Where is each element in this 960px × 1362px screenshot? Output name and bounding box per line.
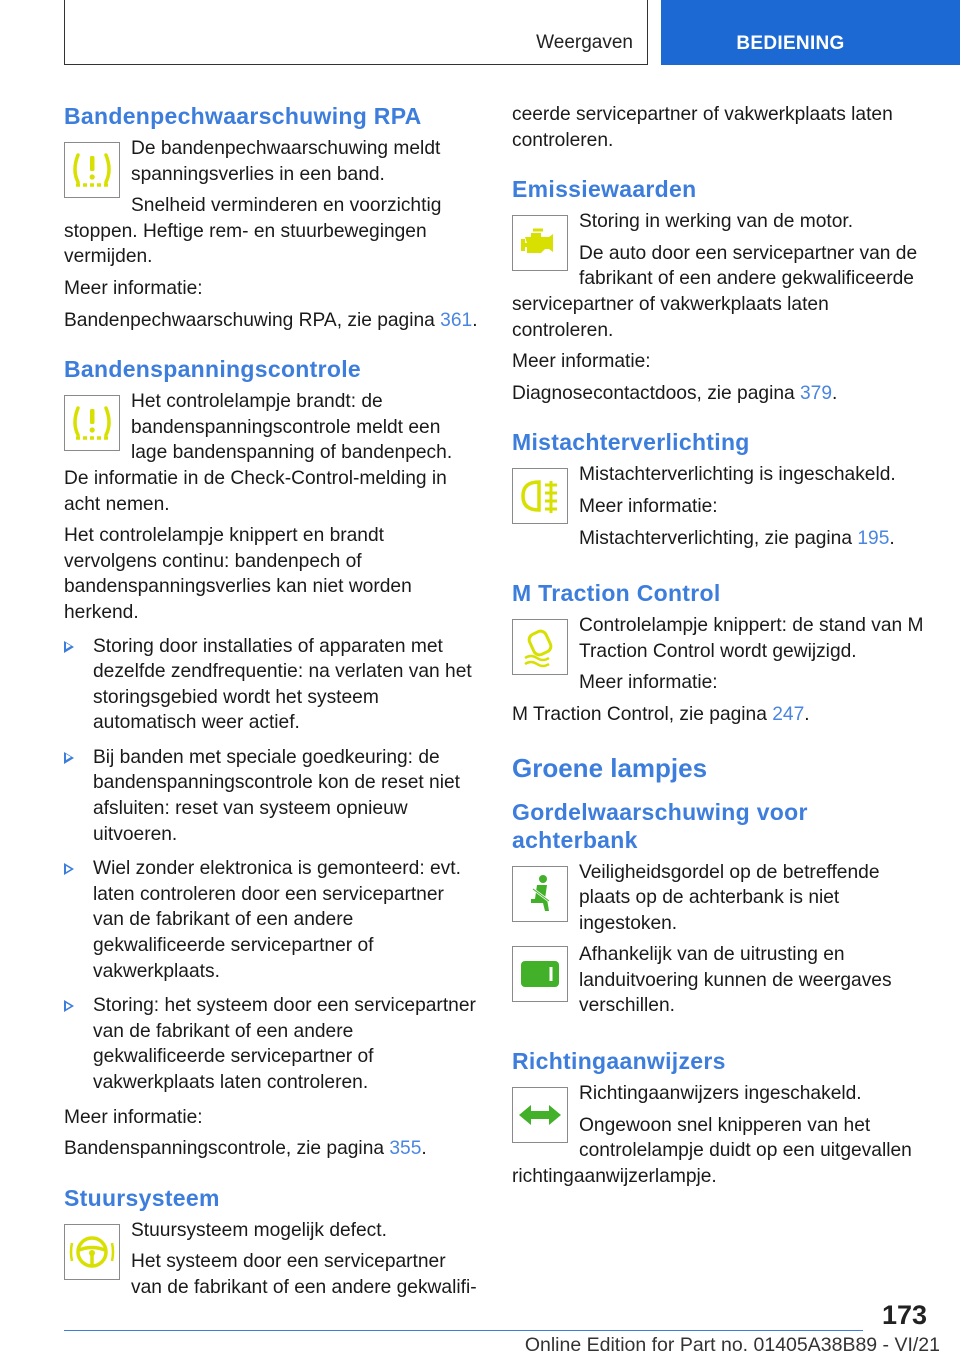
traction-control-icon: [512, 619, 568, 675]
tire-pressure-warning-icon: [64, 142, 120, 198]
footer-edition: Online Edition for Part no. 01405A38B89 - VI/21: [524, 1334, 940, 1356]
section-emissions: [512, 209, 928, 349]
rpa-text-2: Snelheid verminderen en voorzichtig stoppen. Heftige rem- en stuurbewegingen vermijden.: [64, 195, 442, 268]
tpc-more-label: Meer informatie:: [64, 1106, 203, 1128]
traction-more-label: Meer informatie:: [579, 672, 718, 694]
rpa-page-link[interactable]: 361: [440, 309, 473, 331]
seatbelt-text-2: Afhankelijk van de uitrusting en landuitvoering kunnen de weergaves verschillen.: [579, 944, 892, 1017]
bullet-triangle-icon: [64, 641, 74, 653]
header-section-title: Weergaven: [536, 32, 633, 53]
tpc-text-2: Het controlelampje knippert en brandt vervolgens continu: bandenpech of bandenspanningsverlies kan niet worden herkend.: [64, 525, 412, 623]
bullet-triangle-icon: [64, 1000, 74, 1012]
section-seatbelt: [512, 860, 928, 1026]
traction-reference: M Traction Control, zie pagina 247.: [512, 703, 810, 725]
tire-pressure-warning-icon: [64, 395, 120, 451]
header-chapter-title: BEDIENING: [736, 33, 845, 54]
heading-rpa: Bandenpechwaarschuwing RPA: [64, 103, 422, 129]
emissions-reference: Diagnosecontactdoos, zie pagina 379.: [512, 382, 838, 404]
tpc-bullet-list: [64, 634, 480, 1096]
turn-signals-text-2: Ongewoon snel knipperen van het controlelampje duidt op een uitgevallen richtingaanwijzerlampje.: [512, 1114, 912, 1187]
tpc-reference: Bandenspanningscontrole, zie pagina 355.: [64, 1138, 427, 1160]
list-item: Wiel zonder elektronica is gemonteerd: evt. laten controleren door een servicepartner van de fabrikant of een andere gekwalificeerde servicepartner of vakwerkplaats.: [64, 856, 480, 984]
steering-wheel-warning-icon: [64, 1224, 120, 1280]
header-section-box: [64, 0, 648, 65]
list-item: Storing: het systeem door een servicepartner van de fabrikant of een andere gekwalificeerde servicepartner of vakwerkplaats laten controleren.: [64, 993, 480, 1095]
steering-text-1: Stuursysteem mogelijk defect.: [131, 1219, 387, 1241]
bullet-triangle-icon: [64, 863, 74, 875]
heading-green-lights: Groene lampjes: [512, 752, 708, 783]
rpa-text-1: De bandenpechwaarschuwing meldt spanningsverlies in een band.: [131, 138, 441, 185]
emissions-text-2: De auto door een servicepartner van de fabrikant of een andere gekwalificeerde servicepartner of vakwerkplaats laten controleren.: [512, 242, 918, 341]
tpc-page-link[interactable]: 355: [389, 1138, 422, 1160]
rear-fog-light-icon: [512, 468, 568, 524]
emissions-page-link[interactable]: 379: [800, 382, 833, 404]
turn-signals-text-1: Richtingaanwijzers ingeschakeld.: [579, 1083, 862, 1105]
rear-fog-text-1: Mistachterverlichting is ingeschakeld.: [579, 464, 896, 486]
heading-turn-signals: Richtingaanwijzers: [512, 1048, 726, 1075]
seatbelt-text-1: Veiligheidsgordel op de betreffende plaats op de achterbank is niet ingestoken.: [579, 861, 880, 934]
engine-check-icon: [512, 215, 568, 271]
section-rear-fog: [512, 462, 928, 557]
rear-fog-page-link[interactable]: 195: [857, 527, 890, 549]
rear-seats-icon: [512, 946, 568, 1002]
section-rpa: [64, 136, 480, 276]
left-column: [64, 102, 480, 1307]
section-steering: [64, 1218, 480, 1307]
section-traction: [512, 613, 928, 702]
emissions-text-1: Storing in werking van de motor.: [579, 211, 854, 233]
rpa-more-label: Meer informatie:: [64, 277, 203, 299]
heading-steering: Stuursysteem: [64, 1184, 220, 1211]
list-item: Storing door installaties of apparaten met dezelfde zendfrequentie: na verlaten van het storingsgebied wordt het systeem automatisch weer actief.: [64, 634, 480, 736]
heading-tpc: Bandenspanningscontrole: [64, 356, 361, 383]
turn-signal-icon: [512, 1087, 568, 1143]
steering-text-continued: ceerde servicepartner of vakwerkplaats laten controleren.: [512, 104, 893, 151]
steering-text-2: Het systeem door een servicepartner van de fabrikant of een andere gekwalifi-: [131, 1251, 477, 1298]
seatbelt-icon: [512, 866, 568, 922]
section-tpc: [64, 389, 480, 523]
section-turn-signals: [512, 1081, 928, 1195]
heading-emissions: Emissiewaarden: [512, 176, 697, 203]
emissions-more-label: Meer informatie:: [512, 351, 651, 373]
header-chapter-tab: [661, 0, 960, 65]
right-column: [512, 102, 928, 1195]
rear-fog-more-label: Meer informatie:: [579, 495, 718, 517]
heading-seatbelt: Gordelwaarschuwing voor achterbank: [512, 798, 808, 853]
rear-fog-reference: Mistachterverlichting, zie pagina 195.: [579, 527, 895, 549]
list-item: Bij banden met speciale goedkeuring: de bandenspanningscontrole kon de reset niet afsluiten: reset van systeem opnieuw uitvoeren.: [64, 745, 480, 847]
heading-rear-fog: Mistachterverlichting: [512, 429, 750, 456]
bullet-triangle-icon: [64, 752, 74, 764]
footer-divider: [64, 1330, 863, 1331]
traction-text-1: Controlelampje knippert: de stand van M Traction Control wordt gewijzigd.: [579, 615, 924, 662]
rpa-reference: Bandenpechwaarschuwing RPA, zie pagina 361.: [64, 309, 478, 331]
page-number: 173: [881, 1300, 927, 1330]
tpc-text-1: Het controlelampje brandt: de bandenspanningscontrole meldt een lage bandenspanning of bandenpech. De informatie in de Check-Control-melding in acht nemen.: [64, 391, 453, 515]
heading-traction: M Traction Control: [512, 580, 721, 607]
traction-page-link[interactable]: 247: [772, 703, 805, 725]
